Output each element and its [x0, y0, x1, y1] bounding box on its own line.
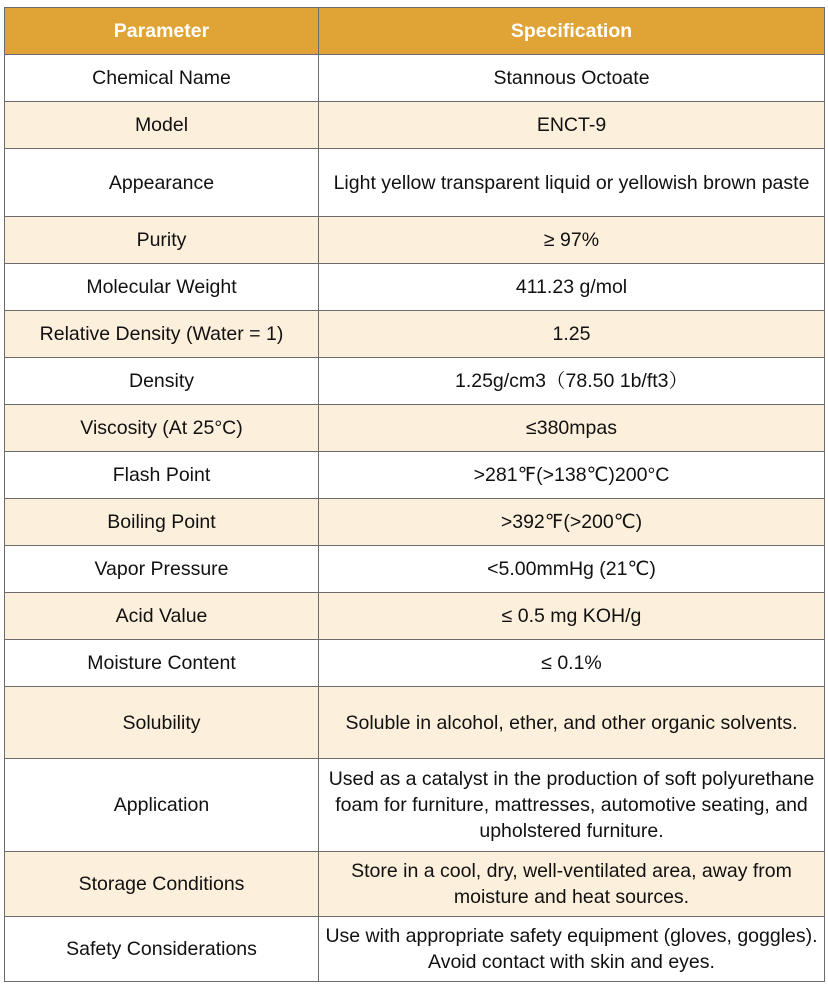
table-row [5, 640, 825, 687]
parameter-cell: Application [5, 759, 319, 852]
parameter-cell: Molecular Weight [5, 264, 319, 311]
parameter-cell: Relative Density (Water = 1) [5, 311, 319, 358]
table-row [5, 759, 825, 852]
parameter-cell: Vapor Pressure [5, 546, 319, 593]
table-row [5, 917, 825, 982]
specification-cell: 411.23 g/mol [319, 264, 825, 311]
header-specification: Specification [319, 8, 825, 55]
table-row [5, 149, 825, 217]
parameter-cell: Safety Considerations [5, 917, 319, 982]
specification-cell: Soluble in alcohol, ether, and other organic solvents. [319, 687, 825, 759]
table-body [5, 55, 825, 982]
header-row [5, 8, 825, 55]
table-row [5, 55, 825, 102]
specification-cell: <5.00mmHg (21℃) [319, 546, 825, 593]
table-row [5, 102, 825, 149]
specification-cell: Used as a catalyst in the production of soft polyurethane foam for furniture, mattresses, automotive seating, and upholstered furniture. [319, 759, 825, 852]
parameter-cell: Solubility [5, 687, 319, 759]
table-row [5, 593, 825, 640]
spec-table [4, 7, 825, 982]
table-row [5, 405, 825, 452]
specification-cell: Stannous Octoate [319, 55, 825, 102]
parameter-cell: Density [5, 358, 319, 405]
parameter-cell: Boiling Point [5, 499, 319, 546]
parameter-cell: Acid Value [5, 593, 319, 640]
table-row [5, 311, 825, 358]
specification-cell: Store in a cool, dry, well-ventilated area, away from moisture and heat sources. [319, 852, 825, 917]
header-parameter: Parameter [5, 8, 319, 55]
parameter-cell: Flash Point [5, 452, 319, 499]
specification-cell: 1.25 [319, 311, 825, 358]
parameter-cell: Purity [5, 217, 319, 264]
parameter-cell: Chemical Name [5, 55, 319, 102]
table-row [5, 499, 825, 546]
parameter-cell: Appearance [5, 149, 319, 217]
table-row [5, 852, 825, 917]
parameter-cell: Model [5, 102, 319, 149]
table-row [5, 358, 825, 405]
specification-cell: >281℉(>138℃)200°C [319, 452, 825, 499]
specification-cell: ≤380mpas [319, 405, 825, 452]
parameter-cell: Storage Conditions [5, 852, 319, 917]
parameter-cell: Moisture Content [5, 640, 319, 687]
specification-cell: ≤ 0.1% [319, 640, 825, 687]
table-row [5, 546, 825, 593]
table-row [5, 452, 825, 499]
specification-cell: ENCT-9 [319, 102, 825, 149]
specification-cell: ≥ 97% [319, 217, 825, 264]
parameter-cell: Viscosity (At 25°C) [5, 405, 319, 452]
table-row [5, 264, 825, 311]
specification-cell: ≤ 0.5 mg KOH/g [319, 593, 825, 640]
specification-cell: Light yellow transparent liquid or yellowish brown paste [319, 149, 825, 217]
table-header [5, 8, 825, 55]
specification-cell: 1.25g/cm3（78.50 1b/ft3） [319, 358, 825, 405]
specification-cell: Use with appropriate safety equipment (gloves, goggles). Avoid contact with skin and eyes. [319, 917, 825, 982]
table-row [5, 687, 825, 759]
table-row [5, 217, 825, 264]
specification-cell: >392℉(>200℃) [319, 499, 825, 546]
